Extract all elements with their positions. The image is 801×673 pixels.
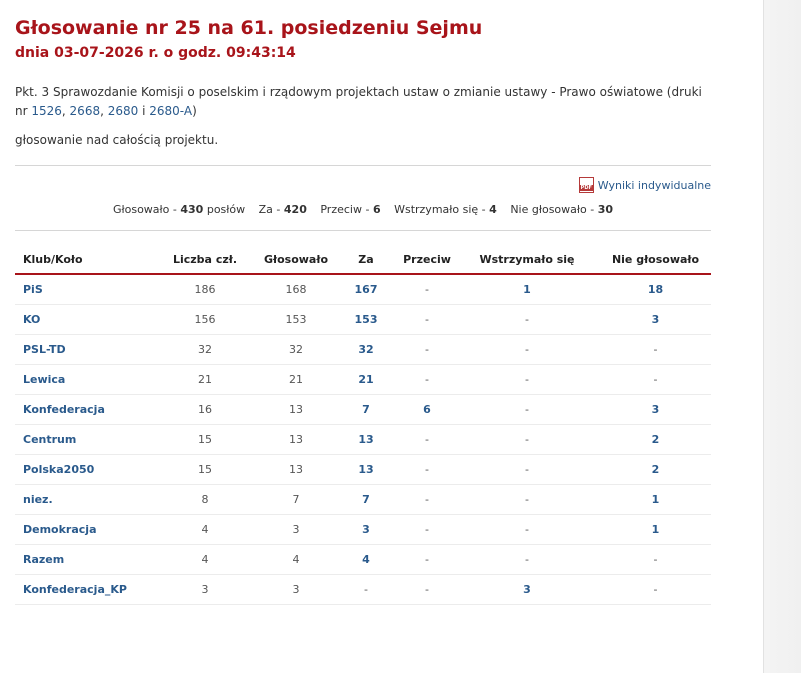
print-link-2668[interactable]: 2668	[69, 104, 101, 118]
for-count[interactable]: 21	[332, 365, 400, 395]
for-count[interactable]: 7	[332, 485, 400, 515]
against-count[interactable]: 6	[400, 395, 454, 425]
members-count: 156	[150, 305, 260, 335]
summary-voted-value: 430	[180, 203, 204, 216]
separator: i	[138, 104, 150, 118]
not-voted-count: -	[600, 335, 711, 365]
for-count[interactable]: 13	[332, 425, 400, 455]
col-header-against[interactable]: Przeciw	[400, 245, 454, 274]
members-count: 15	[150, 425, 260, 455]
table-row	[15, 515, 711, 545]
club-name[interactable]: Konfederacja_KP	[15, 575, 150, 605]
separator: ,	[61, 104, 70, 118]
col-header-club[interactable]: Klub/Koło	[15, 245, 150, 274]
voted-count: 21	[260, 365, 332, 395]
individual-results-link[interactable]	[579, 177, 711, 193]
for-count[interactable]: 13	[332, 455, 400, 485]
vote-summary	[15, 203, 711, 216]
separator: ,	[100, 104, 108, 118]
club-name[interactable]: PSL-TD	[15, 335, 150, 365]
club-name[interactable]: PiS	[15, 274, 150, 305]
against-count: -	[400, 335, 454, 365]
not-voted-count[interactable]: 2	[600, 425, 711, 455]
club-name[interactable]: Lewica	[15, 365, 150, 395]
not-voted-count[interactable]: 18	[600, 274, 711, 305]
abstained-count: -	[454, 455, 600, 485]
not-voted-count: -	[600, 365, 711, 395]
members-count: 21	[150, 365, 260, 395]
against-count: -	[400, 575, 454, 605]
table-row	[15, 425, 711, 455]
not-voted-count: -	[600, 545, 711, 575]
voted-count: 13	[260, 455, 332, 485]
abstained-count: -	[454, 365, 600, 395]
table-row	[15, 335, 711, 365]
col-header-abstained[interactable]: Wstrzymało się	[454, 245, 600, 274]
club-name[interactable]: KO	[15, 305, 150, 335]
abstained-count: -	[454, 335, 600, 365]
summary-not-voted-label: Nie głosowało -	[510, 203, 598, 216]
voted-count: 3	[260, 575, 332, 605]
against-count: -	[400, 545, 454, 575]
table-row	[15, 545, 711, 575]
abstained-count: -	[454, 395, 600, 425]
members-count: 32	[150, 335, 260, 365]
pdf-icon-text: PDF	[580, 185, 592, 191]
for-count[interactable]: 153	[332, 305, 400, 335]
for-count: -	[332, 575, 400, 605]
for-count[interactable]: 4	[332, 545, 400, 575]
for-count[interactable]: 7	[332, 395, 400, 425]
against-count: -	[400, 425, 454, 455]
abstained-count: -	[454, 545, 600, 575]
table-row	[15, 365, 711, 395]
voted-count: 4	[260, 545, 332, 575]
table-row	[15, 305, 711, 335]
abstained-count: -	[454, 485, 600, 515]
summary-abstained-label: Wstrzymało się -	[394, 203, 490, 216]
members-count: 4	[150, 545, 260, 575]
divider	[15, 165, 711, 166]
members-count: 3	[150, 575, 260, 605]
individual-results-label: Wyniki indywidualne	[597, 178, 711, 192]
col-header-members[interactable]: Liczba czł.	[150, 245, 260, 274]
for-count[interactable]: 32	[332, 335, 400, 365]
not-voted-count[interactable]: 2	[600, 455, 711, 485]
vote-type: głosowanie nad całością projektu.	[15, 133, 219, 147]
club-name[interactable]: niez.	[15, 485, 150, 515]
voted-count: 32	[260, 335, 332, 365]
print-link-2680[interactable]: 2680	[107, 104, 139, 118]
table-row	[15, 395, 711, 425]
abstained-count[interactable]: 3	[454, 575, 600, 605]
voted-count: 13	[260, 425, 332, 455]
divider	[15, 230, 711, 231]
members-count: 15	[150, 455, 260, 485]
table-row	[15, 455, 711, 485]
page-side-shade	[763, 0, 801, 673]
summary-voted-label: Głosowało -	[112, 203, 181, 216]
against-count: -	[400, 515, 454, 545]
summary-against-value: 6	[372, 203, 381, 216]
summary-for-value: 420	[283, 203, 307, 216]
col-header-for[interactable]: Za	[332, 245, 400, 274]
club-name[interactable]: Polska2050	[15, 455, 150, 485]
description-text: Pkt. 3 Sprawozdanie Komisji o poselskim i rządowym projektach ustaw o zmianie ustawy - Prawo oświatowe (druki nr	[15, 85, 702, 118]
members-count: 8	[150, 485, 260, 515]
table-row	[15, 575, 711, 605]
summary-abstained-value: 4	[489, 203, 497, 216]
summary-not-voted-value: 30	[597, 203, 614, 216]
for-count[interactable]: 167	[332, 274, 400, 305]
members-count: 186	[150, 274, 260, 305]
abstained-count: -	[454, 515, 600, 545]
vote-datetime: dnia 03-07-2026 r. o godz. 09:43:14	[15, 45, 296, 61]
col-header-not-voted[interactable]: Nie głosowało	[600, 245, 711, 274]
voted-count: 168	[260, 274, 332, 305]
not-voted-count[interactable]: 1	[600, 515, 711, 545]
table-row	[15, 485, 711, 515]
vote-description	[15, 83, 705, 121]
voted-count: 13	[260, 395, 332, 425]
against-count: -	[400, 365, 454, 395]
not-voted-count[interactable]: 1	[600, 485, 711, 515]
voted-count: 153	[260, 305, 332, 335]
club-name[interactable]: Konfederacja	[15, 395, 150, 425]
voted-count: 7	[260, 485, 332, 515]
description-end: )	[192, 104, 197, 118]
summary-voted-unit: posłów	[203, 203, 246, 216]
print-link-2680-a[interactable]: 2680-A	[149, 104, 193, 118]
summary-for-label: Za -	[258, 203, 284, 216]
col-header-voted[interactable]: Głosowało	[260, 245, 332, 274]
against-count: -	[400, 274, 454, 305]
club-name[interactable]: Demokracja	[15, 515, 150, 545]
against-count: -	[400, 305, 454, 335]
members-count: 16	[150, 395, 260, 425]
abstained-count: -	[454, 305, 600, 335]
voted-count: 3	[260, 515, 332, 545]
abstained-count: -	[454, 425, 600, 455]
members-count: 4	[150, 515, 260, 545]
page-title: Głosowanie nr 25 na 61. posiedzeniu Sejmu	[15, 17, 483, 39]
against-count: -	[400, 455, 454, 485]
table-header-row	[15, 245, 711, 274]
summary-against-label: Przeciw -	[320, 203, 373, 216]
not-voted-count: -	[600, 575, 711, 605]
table-row	[15, 274, 711, 305]
pdf-icon	[579, 177, 594, 193]
print-link-1526[interactable]: 1526	[31, 104, 62, 118]
not-voted-count[interactable]: 3	[600, 395, 711, 425]
against-count: -	[400, 485, 454, 515]
not-voted-count[interactable]: 3	[600, 305, 711, 335]
club-name[interactable]: Razem	[15, 545, 150, 575]
club-name[interactable]: Centrum	[15, 425, 150, 455]
for-count[interactable]: 3	[332, 515, 400, 545]
abstained-count[interactable]: 1	[454, 274, 600, 305]
club-results-table	[15, 245, 711, 605]
